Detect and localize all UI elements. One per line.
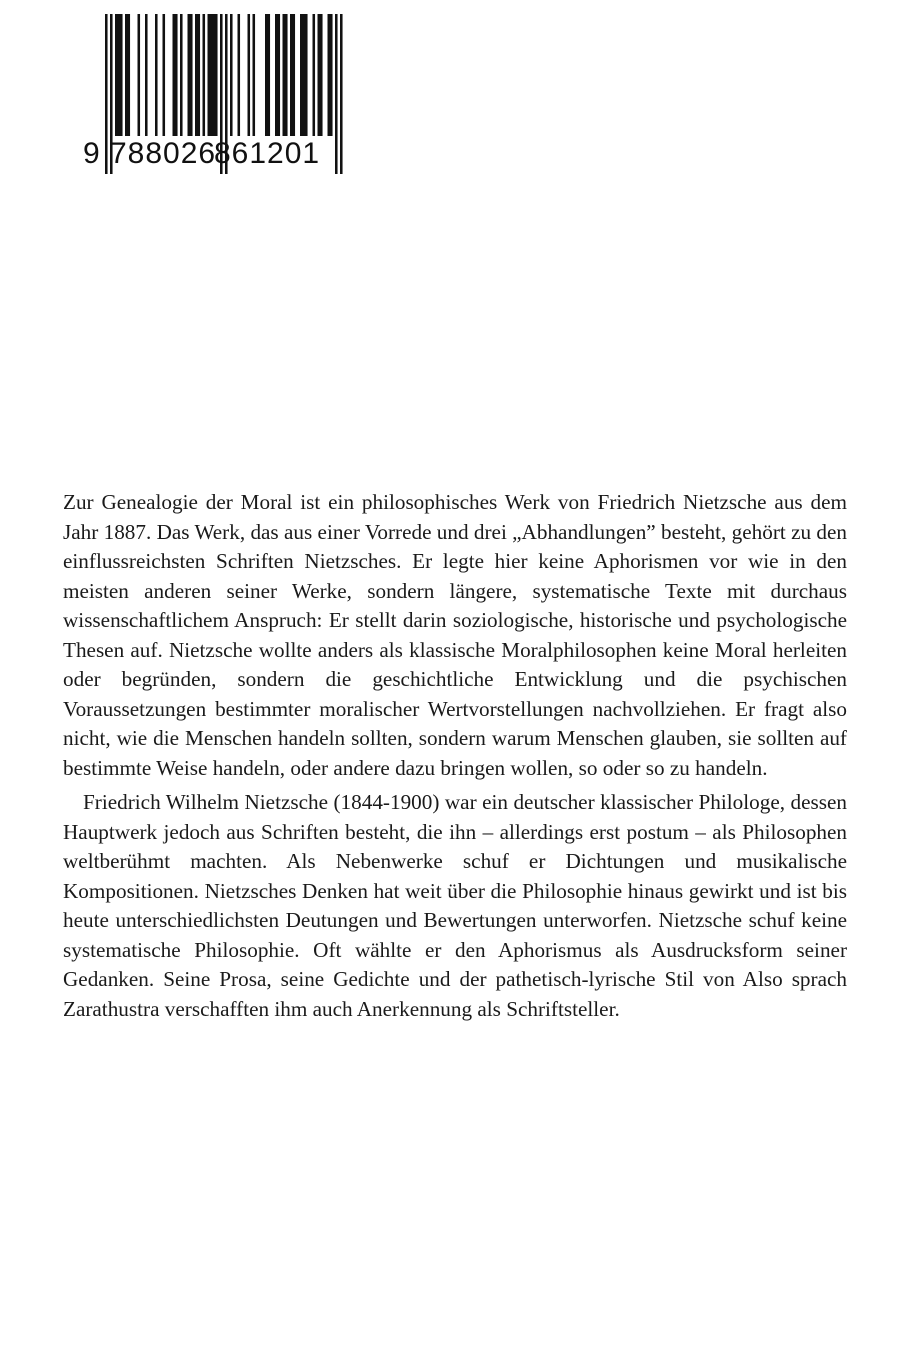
barcode-bar <box>248 14 251 136</box>
barcode-bar <box>303 14 306 136</box>
barcode-bar <box>238 14 241 136</box>
barcode-bar <box>173 14 176 136</box>
book-description <box>63 488 847 1024</box>
barcode-bar <box>138 14 141 136</box>
barcode-bar <box>190 14 193 136</box>
barcode-bar <box>180 14 183 136</box>
barcode-bar <box>145 14 148 136</box>
barcode-bar <box>215 14 218 136</box>
description-paragraph-2: Friedrich Wilhelm Nietzsche (1844-1900) war ein deutscher klassischer Philologe, dessen Hauptwerk jedoch aus Schriften besteht, die ihn – allerdings erst postum – als Philosophen weltberühmt machten. Als Nebenwerke schuf er Dichtungen und musikalische Kompositionen. Nietzsches Denken hat weit über die Philosophie hinaus gewirkt und ist bis heute unterschiedlichsten Deutungen und Bewertungen unterworfen. Nietzsche schuf keine systematische Philosophie. Oft wählte er den Aphorismus als Ausdrucksform seiner Gedanken. Seine Prosa, seine Gedichte und der pathetisch-lyrische Stil von Also sprach Zarathustra verschafften ihm auch Anerkennung als Schriftsteller. <box>63 790 847 1021</box>
barcode-lead-digit: 9 <box>83 137 101 170</box>
barcode-bar <box>125 14 128 136</box>
description-paragraph-1: Zur Genealogie der Moral ist ein philosophisches Werk von Friedrich Nietzsche aus dem Jahr 1887. Das Werk, das aus einer Vorrede und drei „Abhandlungen” besteht, gehört zu den einflussreichsten Schriften Nietzsches. Er legte hier keine Aphorismen vor wie in den meisten anderen seiner Werke, sondern längere, systematische Texte mit durchaus wissenschaftlichem Anspruch: Er stellt darin soziologische, historische und psychologische Thesen auf. Nietzsche wollte anders als klassische Moralphilosophen keine Moral herleiten oder begründen, sondern die geschichtliche Entwicklung und die psychischen Voraussetzungen bestimmter moralischer Wertvorstellungen nachvollziehen. Er fragt also nicht, wie die Menschen handeln sollten, sondern warum Menschen glauben, sie sollten auf bestimmte Weise handeln, oder andere dazu bringen wollen, so oder so zu handeln. <box>63 490 847 780</box>
barcode-bar <box>275 14 278 136</box>
barcode-bar <box>203 14 206 136</box>
barcode-bar <box>313 14 316 136</box>
barcode-bar <box>305 14 308 136</box>
barcode-bar <box>120 14 123 136</box>
barcode-bar <box>340 14 343 174</box>
barcode-bar <box>105 14 108 174</box>
barcode-bar <box>293 14 296 136</box>
barcode-right-digits: 861201 <box>214 137 321 170</box>
barcode-bar <box>210 14 213 136</box>
barcode-bar <box>115 14 118 136</box>
barcode-bar <box>195 14 198 136</box>
barcode-bar <box>118 14 121 136</box>
barcode-bar <box>328 14 331 136</box>
barcode-bar <box>198 14 201 136</box>
barcode-bar <box>163 14 166 136</box>
barcode-bar <box>253 14 256 136</box>
barcode-bar <box>208 14 211 136</box>
barcode-bar <box>320 14 323 136</box>
barcode-bar <box>230 14 233 136</box>
barcode-bar <box>285 14 288 136</box>
barcode-bar <box>278 14 281 136</box>
barcode-bar <box>265 14 268 136</box>
barcode-bar <box>155 14 158 136</box>
barcode-bar <box>283 14 286 136</box>
barcode-bar <box>318 14 321 136</box>
barcode-bar <box>290 14 293 136</box>
barcode-bar <box>268 14 271 136</box>
barcode-bar <box>188 14 191 136</box>
barcode-left-digits: 788026 <box>110 137 217 170</box>
barcode-bar <box>300 14 303 136</box>
barcode-bar <box>128 14 131 136</box>
barcode-bar <box>335 14 338 174</box>
barcode-bar <box>213 14 216 136</box>
barcode-bar <box>175 14 178 136</box>
barcode-bar <box>330 14 333 136</box>
